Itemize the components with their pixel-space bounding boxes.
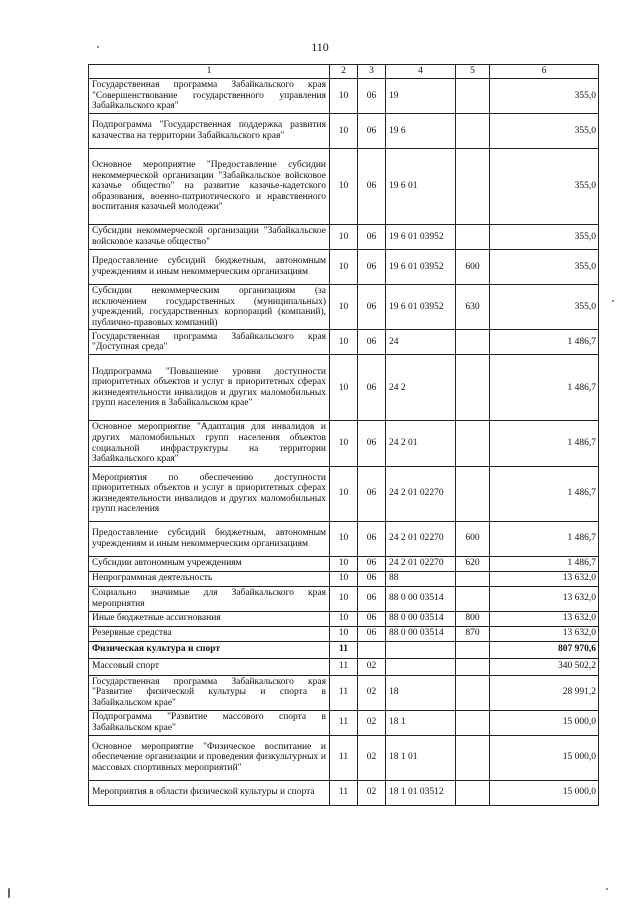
cell-subsection: 06 (358, 250, 386, 285)
cell-section: 10 (330, 571, 358, 586)
cell-amount: 355,0 (490, 149, 599, 225)
cell-section: 11 (330, 710, 358, 735)
cell-expense-type: 800 (456, 611, 490, 626)
cell-target-article: 24 2 01 (386, 421, 456, 466)
cell-subsection: 06 (358, 355, 386, 421)
cell-amount: 15 000,0 (490, 780, 599, 805)
cell-amount: 28 991,2 (490, 675, 599, 710)
cell-section: 10 (330, 114, 358, 149)
cell-target-article: 18 (386, 675, 456, 710)
table-header-row (89, 65, 599, 79)
cell-section: 10 (330, 556, 358, 571)
cell-name: Подпрограмма "Развитие массового спорта в Забайкальском крае" (89, 710, 330, 735)
cell-subsection: 02 (358, 675, 386, 710)
cell-subsection: 06 (358, 571, 386, 586)
cell-name: Резервные средства (89, 626, 330, 641)
table-row (89, 658, 599, 675)
cell-section: 10 (330, 250, 358, 285)
cell-amount: 1 486,7 (490, 556, 599, 571)
budget-table-body (89, 65, 599, 806)
cell-target-article: 19 6 01 (386, 149, 456, 225)
cell-section: 11 (330, 675, 358, 710)
cell-section: 10 (330, 521, 358, 556)
table-row (89, 521, 599, 556)
table-row (89, 114, 599, 149)
cell-section: 10 (330, 626, 358, 641)
page-number: 110 (311, 40, 329, 54)
cell-section: 11 (330, 735, 358, 780)
cell-amount: 15 000,0 (490, 710, 599, 735)
table-row (89, 79, 599, 114)
cell-section: 10 (330, 466, 358, 521)
cell-name: Государственная программа Забайкальского края "Развитие физической культуры и спорта в Забайкальском крае" (89, 675, 330, 710)
table-row (89, 421, 599, 466)
cell-amount: 1 486,7 (490, 330, 599, 355)
cell-target-article (386, 658, 456, 675)
cell-amount: 340 502,2 (490, 658, 599, 675)
table-row (89, 225, 599, 250)
cell-name: Основное мероприятие "Физическое воспитание и обеспечение организации и проведения физкультурных и массовых спортивных мероприятий" (89, 735, 330, 780)
cell-name: Мероприятия по обеспечению доступности приоритетных объектов и услуг в приоритетных сферах жизнедеятельности инвалидов и других маломобильных групп населения (89, 466, 330, 521)
cell-subsection: 06 (358, 149, 386, 225)
scan-speck (8, 888, 10, 898)
cell-section: 11 (330, 641, 358, 658)
cell-expense-type (456, 658, 490, 675)
cell-name: Мероприятия в области физической культуры и спорта (89, 780, 330, 805)
cell-expense-type (456, 710, 490, 735)
table-row (89, 611, 599, 626)
cell-section: 11 (330, 658, 358, 675)
cell-expense-type (456, 421, 490, 466)
cell-target-article: 19 6 01 03952 (386, 285, 456, 330)
scan-speck (606, 888, 608, 890)
table-row (89, 149, 599, 225)
cell-amount: 13 632,0 (490, 571, 599, 586)
cell-amount: 807 970,6 (490, 641, 599, 658)
cell-section: 11 (330, 780, 358, 805)
cell-expense-type: 620 (456, 556, 490, 571)
cell-subsection: 02 (358, 710, 386, 735)
cell-section: 10 (330, 330, 358, 355)
budget-table (88, 64, 599, 806)
cell-amount: 13 632,0 (490, 586, 599, 611)
cell-subsection: 06 (358, 521, 386, 556)
cell-expense-type (456, 114, 490, 149)
cell-amount: 13 632,0 (490, 626, 599, 641)
cell-target-article: 18 1 01 03512 (386, 780, 456, 805)
cell-subsection: 06 (358, 225, 386, 250)
cell-name: Субсидии некоммерческим организациям (за исключением государственных (муниципальных) учреждений, государственных корпораций (компаний), публично-правовых компаний) (89, 285, 330, 330)
cell-subsection: 06 (358, 421, 386, 466)
table-row (89, 355, 599, 421)
cell-amount: 15 000,0 (490, 735, 599, 780)
cell-target-article: 24 (386, 330, 456, 355)
scan-speck (612, 300, 614, 302)
cell-name: Субсидии автономным учреждениям (89, 556, 330, 571)
cell-expense-type: 630 (456, 285, 490, 330)
cell-name: Государственная программа Забайкальского края "Доступная среда" (89, 330, 330, 355)
cell-subsection: 06 (358, 79, 386, 114)
cell-subsection: 06 (358, 466, 386, 521)
cell-name: Основное мероприятие "Адаптация для инвалидов и других маломобильных групп населения объектов социальной инфраструктуры на территории Забайкальского края" (89, 421, 330, 466)
cell-target-article: 88 0 00 03514 (386, 626, 456, 641)
cell-expense-type: 600 (456, 250, 490, 285)
column-header-amount: 6 (490, 65, 599, 79)
cell-section: 10 (330, 355, 358, 421)
cell-subsection: 06 (358, 285, 386, 330)
table-row (89, 556, 599, 571)
cell-expense-type: 600 (456, 521, 490, 556)
cell-section: 10 (330, 225, 358, 250)
table-row (89, 735, 599, 780)
cell-name: Государственная программа Забайкальского края "Совершенствование государственного управления Забайкальского края" (89, 79, 330, 114)
table-row (89, 780, 599, 805)
cell-section: 10 (330, 421, 358, 466)
cell-amount: 13 632,0 (490, 611, 599, 626)
cell-amount: 355,0 (490, 79, 599, 114)
cell-name: Непрограммная деятельность (89, 571, 330, 586)
cell-amount: 1 486,7 (490, 355, 599, 421)
cell-expense-type (456, 780, 490, 805)
table-row (89, 571, 599, 586)
cell-expense-type (456, 225, 490, 250)
cell-expense-type (456, 79, 490, 114)
table-row (89, 710, 599, 735)
cell-expense-type (456, 330, 490, 355)
table-row (89, 330, 599, 355)
table-row (89, 250, 599, 285)
table-row (89, 641, 599, 658)
cell-subsection: 06 (358, 626, 386, 641)
cell-expense-type (456, 571, 490, 586)
column-header-target-article: 4 (386, 65, 456, 79)
cell-amount: 355,0 (490, 250, 599, 285)
table-row (89, 285, 599, 330)
cell-name: Подпрограмма "Повышение уровня доступности приоритетных объектов и услуг в приоритетных сферах жизнедеятельности инвалидов и других маломобильных групп населения в Забайкальском крае" (89, 355, 330, 421)
cell-name: Массовый спорт (89, 658, 330, 675)
cell-name: Основное мероприятие "Предоставление субсидии некоммерческой организации "Забайкальское войсковое казачье общество" на развитие казачье-кадетского образования, военно-патриотического и нравственного воспитания казачьей молодежи" (89, 149, 330, 225)
scan-speck (97, 46, 99, 48)
cell-expense-type (456, 149, 490, 225)
cell-section: 10 (330, 611, 358, 626)
column-header-name: 1 (89, 65, 330, 79)
cell-amount: 355,0 (490, 225, 599, 250)
cell-name: Социально значимые для Забайкальского края мероприятия (89, 586, 330, 611)
cell-name: Предоставление субсидий бюджетным, автономным учреждениям и иным некоммерческим организациям (89, 250, 330, 285)
cell-subsection: 06 (358, 611, 386, 626)
cell-expense-type (456, 675, 490, 710)
cell-name: Иные бюджетные ассигнования (89, 611, 330, 626)
cell-subsection: 06 (358, 586, 386, 611)
cell-expense-type: 870 (456, 626, 490, 641)
cell-section: 10 (330, 586, 358, 611)
cell-target-article: 24 2 01 02270 (386, 466, 456, 521)
cell-subsection: 02 (358, 735, 386, 780)
cell-name: Физическая культура и спорт (89, 641, 330, 658)
cell-target-article: 19 6 01 03952 (386, 250, 456, 285)
column-header-expense-type: 5 (456, 65, 490, 79)
cell-expense-type (456, 586, 490, 611)
cell-amount: 1 486,7 (490, 466, 599, 521)
cell-subsection: 06 (358, 114, 386, 149)
cell-section: 10 (330, 285, 358, 330)
cell-subsection: 02 (358, 780, 386, 805)
column-header-subsection: 3 (358, 65, 386, 79)
cell-target-article: 18 1 (386, 710, 456, 735)
cell-section: 10 (330, 149, 358, 225)
table-row (89, 466, 599, 521)
cell-subsection: 06 (358, 556, 386, 571)
cell-target-article: 24 2 01 02270 (386, 556, 456, 571)
cell-target-article: 88 0 00 03514 (386, 586, 456, 611)
cell-name: Подпрограмма "Государственная поддержка развития казачества на территории Забайкальского края" (89, 114, 330, 149)
cell-subsection: 02 (358, 658, 386, 675)
cell-target-article: 24 2 (386, 355, 456, 421)
cell-target-article: 19 6 01 03952 (386, 225, 456, 250)
cell-amount: 355,0 (490, 114, 599, 149)
cell-expense-type (456, 641, 490, 658)
cell-expense-type (456, 466, 490, 521)
cell-expense-type (456, 735, 490, 780)
table-row (89, 675, 599, 710)
cell-name: Предоставление субсидий бюджетным, автономным учреждениям и иным некоммерческим организациям (89, 521, 330, 556)
cell-name: Субсидии некоммерческой организации "Забайкальское войсковое казачье общество" (89, 225, 330, 250)
cell-expense-type (456, 355, 490, 421)
cell-target-article: 88 (386, 571, 456, 586)
cell-subsection (358, 641, 386, 658)
cell-target-article: 24 2 01 02270 (386, 521, 456, 556)
cell-amount: 1 486,7 (490, 521, 599, 556)
cell-subsection: 06 (358, 330, 386, 355)
table-row (89, 586, 599, 611)
cell-target-article: 88 0 00 03514 (386, 611, 456, 626)
cell-target-article: 19 (386, 79, 456, 114)
cell-target-article: 19 6 (386, 114, 456, 149)
column-header-section: 2 (330, 65, 358, 79)
cell-amount: 355,0 (490, 285, 599, 330)
cell-target-article (386, 641, 456, 658)
cell-target-article: 18 1 01 (386, 735, 456, 780)
cell-amount: 1 486,7 (490, 421, 599, 466)
cell-section: 10 (330, 79, 358, 114)
table-row (89, 626, 599, 641)
